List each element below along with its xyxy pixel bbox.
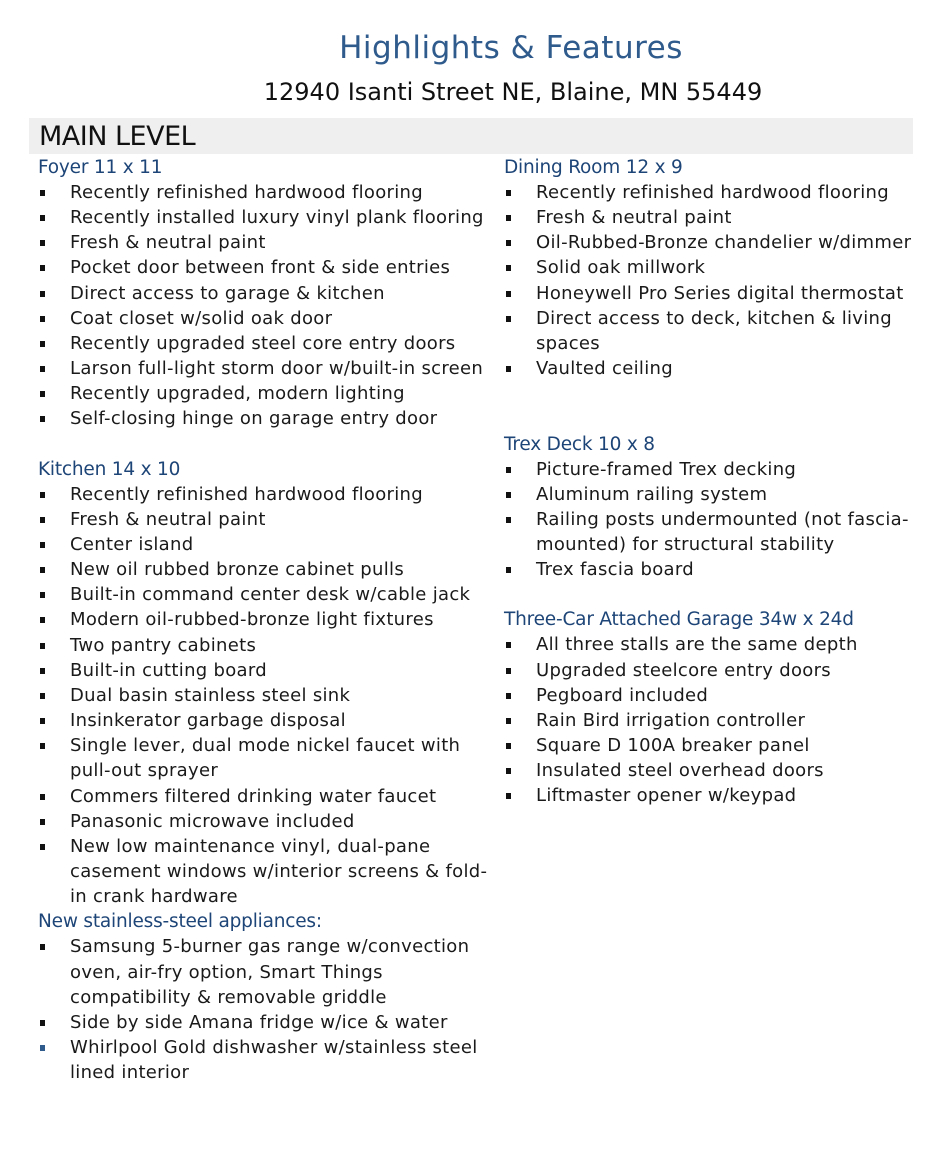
appliances-title: New stainless-steel appliances:	[38, 911, 322, 933]
main-level-label: MAIN LEVEL	[39, 121, 196, 152]
foyer-title: Foyer 11 x 11	[38, 157, 163, 178]
list-item: Rain Bird irrigation controller	[504, 708, 916, 733]
list-item: Center island	[38, 532, 488, 557]
kitchen-title: Kitchen 14 x 10	[38, 458, 181, 480]
list-item: Fresh & neutral paint	[38, 507, 488, 532]
list-item: Honeywell Pro Series digital thermostat	[504, 281, 916, 306]
dining-title: Dining Room 12 x 9	[504, 157, 683, 178]
list-item: Coat closet w/solid oak door	[38, 306, 488, 331]
list-item: Recently upgraded steel core entry doors	[38, 331, 488, 356]
list-item: Fresh & neutral paint	[504, 205, 916, 230]
list-item: Built-in cutting board	[38, 658, 488, 683]
list-item: Single lever, dual mode nickel faucet with pull-out sprayer	[38, 733, 488, 783]
list-item: Pocket door between front & side entries	[38, 255, 488, 280]
list-item: Railing posts undermounted (not fascia-mounted) for structural stability	[504, 507, 916, 557]
list-item: Modern oil-rubbed-bronze light fixtures	[38, 607, 488, 632]
list-item: Recently refinished hardwood flooring	[504, 180, 916, 205]
list-item: Side by side Amana fridge w/ice & water	[38, 1010, 488, 1035]
list-item: Vaulted ceiling	[504, 356, 916, 381]
deck-list	[504, 457, 916, 583]
left-column	[38, 155, 488, 1085]
list-item: Self-closing hinge on garage entry door	[38, 406, 488, 431]
list-item: Oil-Rubbed-Bronze chandelier w/dimmer	[504, 230, 916, 255]
page-title: Highlights & Features	[339, 30, 683, 66]
kitchen-list	[38, 482, 488, 910]
list-item: Liftmaster opener w/keypad	[504, 783, 916, 808]
list-item: Recently refinished hardwood flooring	[38, 482, 488, 507]
deck-title: Trex Deck 10 x 8	[504, 433, 655, 455]
list-item: Fresh & neutral paint	[38, 230, 488, 255]
property-address: 12940 Isanti Street NE, Blaine, MN 55449	[263, 78, 763, 106]
appliances-list	[38, 934, 488, 1085]
list-item: Direct access to deck, kitchen & living spaces	[504, 306, 916, 356]
list-item: Whirlpool Gold dishwasher w/stainless steel lined interior	[38, 1035, 488, 1085]
list-item: Recently upgraded, modern lighting	[38, 381, 488, 406]
list-item: Larson full-light storm door w/built-in screen	[38, 356, 488, 381]
list-item: Pegboard included	[504, 683, 916, 708]
garage-list	[504, 632, 916, 808]
list-item: All three stalls are the same depth	[504, 632, 916, 657]
list-item: Aluminum railing system	[504, 482, 916, 507]
list-item: New low maintenance vinyl, dual-pane casement windows w/interior screens & fold-in crank hardware	[38, 834, 488, 909]
list-item: Direct access to garage & kitchen	[38, 281, 488, 306]
list-item: Samsung 5-burner gas range w/convection oven, air-fry option, Smart Things compatibility & removable griddle	[38, 934, 488, 1009]
foyer-list	[38, 180, 488, 432]
list-item: Panasonic microwave included	[38, 809, 488, 834]
list-item: Two pantry cabinets	[38, 633, 488, 658]
list-item: Upgraded steelcore entry doors	[504, 658, 916, 683]
right-column	[504, 155, 916, 809]
list-item: Insinkerator garbage disposal	[38, 708, 488, 733]
list-item: Square D 100A breaker panel	[504, 733, 916, 758]
list-item: Trex fascia board	[504, 557, 916, 582]
main-level-banner	[29, 118, 913, 154]
garage-title: Three-Car Attached Garage 34w x 24d	[504, 609, 854, 631]
list-item: Built-in command center desk w/cable jack	[38, 582, 488, 607]
list-item: Commers filtered drinking water faucet	[38, 784, 488, 809]
list-item: Recently installed luxury vinyl plank flooring	[38, 205, 488, 230]
list-item: New oil rubbed bronze cabinet pulls	[38, 557, 488, 582]
list-item: Picture-framed Trex decking	[504, 457, 916, 482]
list-item: Recently refinished hardwood flooring	[38, 180, 488, 205]
list-item: Solid oak millwork	[504, 255, 916, 280]
dining-list	[504, 180, 916, 381]
list-item: Insulated steel overhead doors	[504, 758, 916, 783]
list-item: Dual basin stainless steel sink	[38, 683, 488, 708]
